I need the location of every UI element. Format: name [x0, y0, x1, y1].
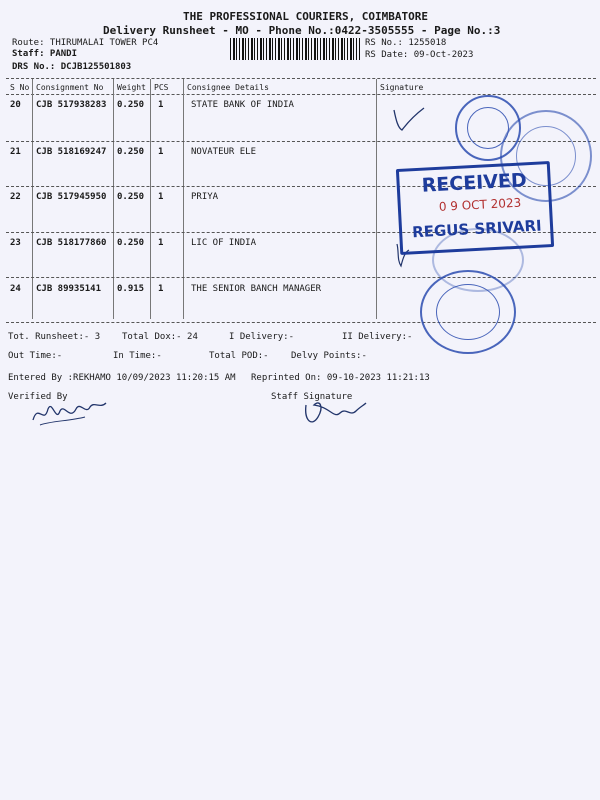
col-sno: S No — [10, 83, 30, 92]
runsheet-title: Delivery Runsheet - MO - Phone No.:0422-3505555 - Page No.:3 — [103, 24, 501, 37]
row-consignee: NOVATEUR ELE — [191, 147, 257, 157]
col-consignee: Consignee Details — [187, 83, 269, 92]
received-name: REGUS SRIVARI — [411, 216, 543, 242]
row-consignee: STATE BANK OF INDIA — [191, 100, 294, 110]
row-weight: 0.250 — [117, 192, 145, 202]
row-consignment: CJB 517938283 — [36, 100, 107, 110]
delvy-points: Delvy Points:- — [291, 351, 367, 361]
row-consignment: CJB 517945950 — [36, 192, 107, 202]
ii-delivery: II Delivery:- — [342, 332, 413, 342]
col-separator — [183, 79, 184, 319]
row-sno: 22 — [10, 192, 21, 202]
col-weight: Weight — [117, 83, 146, 92]
staff-signature-scribble — [300, 395, 370, 430]
row-consignee: LIC OF INDIA — [191, 238, 257, 248]
col-separator — [150, 79, 151, 319]
col-consignment: Consignment No — [36, 83, 104, 92]
rs-date: RS Date: 09-Oct-2023 — [365, 50, 474, 60]
drs-number: DRS No.: DCJB125501803 — [12, 62, 132, 72]
row-consignee: THE SENIOR BANCH MANAGER — [191, 284, 322, 294]
received-text: RECEIVED — [421, 169, 528, 197]
total-dox: Total Dox:- 24 — [122, 332, 198, 342]
row-weight: 0.250 — [117, 147, 145, 157]
entered-by: Entered By :REKHAMO 10/09/2023 11:20:15 AM — [8, 373, 236, 383]
col-signature: Signature — [380, 83, 424, 92]
col-pcs: PCS — [154, 83, 169, 92]
in-time: In Time:- — [113, 351, 162, 361]
row-consignment: CJB 89935141 — [36, 284, 102, 294]
i-delivery: I Delivery:- — [229, 332, 295, 342]
out-time: Out Time:- — [8, 351, 63, 361]
col-separator — [113, 79, 114, 319]
row-pcs: 1 — [158, 147, 164, 157]
row-pcs: 1 — [158, 192, 164, 202]
row-pcs: 1 — [158, 100, 164, 110]
col-separator — [376, 79, 377, 319]
verified-by-signature — [30, 395, 110, 430]
row-sno: 20 — [10, 100, 21, 110]
barcode — [230, 38, 360, 60]
row-sno: 23 — [10, 238, 21, 248]
received-date: 0 9 OCT 2023 — [438, 195, 522, 214]
row-pcs: 1 — [158, 238, 164, 248]
rs-number: RS No.: 1255018 — [365, 38, 447, 48]
row-weight: 0.250 — [117, 238, 145, 248]
industries-seal — [420, 270, 516, 354]
reprinted-on: Reprinted On: 09-10-2023 11:21:13 — [251, 373, 430, 383]
company-title: THE PROFESSIONAL COURIERS, COIMBATORE — [183, 10, 429, 23]
row-consignment: CJB 518169247 — [36, 147, 107, 157]
staff-signature-label: Staff Signature — [271, 392, 353, 402]
row-weight: 0.915 — [117, 284, 145, 294]
row-consignment: CJB 518177860 — [36, 238, 107, 248]
row-consignee: PRIYA — [191, 192, 219, 202]
verified-by-label: Verified By — [8, 392, 68, 402]
row-pcs: 1 — [158, 284, 164, 294]
col-separator — [32, 79, 33, 319]
route-label: Route: THIRUMALAI TOWER PC4 — [12, 38, 159, 48]
row-sno: 24 — [10, 284, 21, 294]
row-weight: 0.250 — [117, 100, 145, 110]
tot-runsheet: Tot. Runsheet:- 3 — [8, 332, 101, 342]
row20-signature — [388, 104, 428, 134]
total-pod: Total POD:- — [209, 351, 269, 361]
row-sno: 21 — [10, 147, 21, 157]
received-stamp — [396, 161, 554, 255]
table-header-rule — [6, 94, 596, 95]
staff-label: Staff: PANDI — [12, 49, 78, 59]
table-top-rule — [6, 78, 596, 79]
